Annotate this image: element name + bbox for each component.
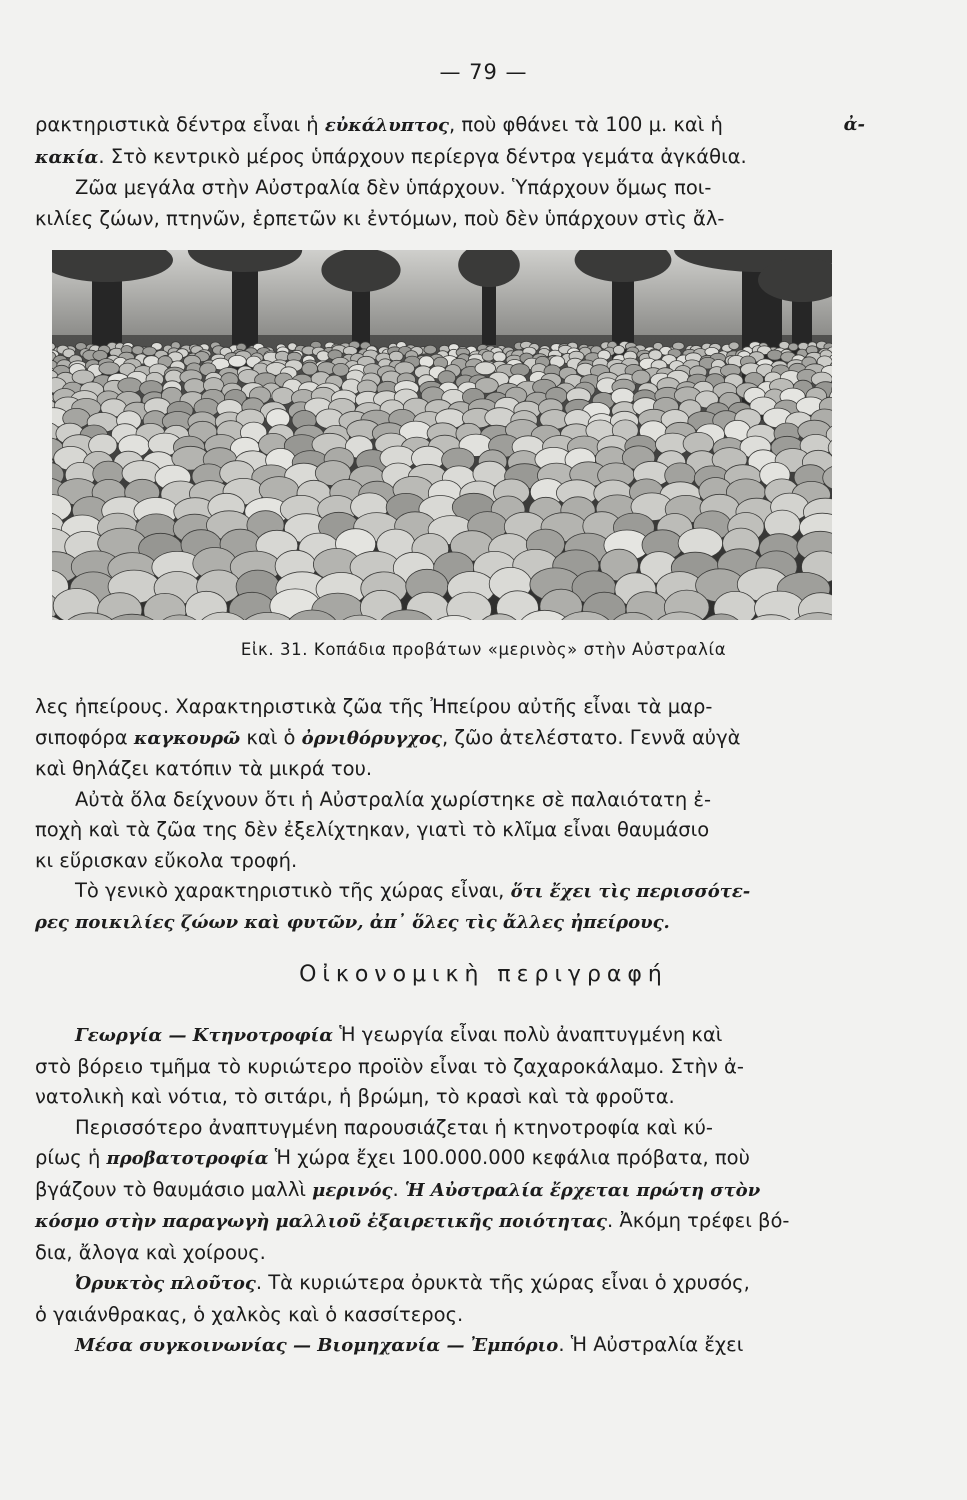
sheep [99,362,120,375]
sheep-flock-photo [52,250,832,620]
body-paragraphs [35,692,865,938]
sheep [229,355,247,367]
sheep [493,352,506,362]
text-line: νατολικὴ καὶ νότια, τὸ σιτάρι, ἡ βρώμη, τὸ κρασὶ καὶ τὰ φροῦτα. [35,1085,675,1108]
text-line: Περισσότερο ἀναπτυγμένη παρουσιάζεται ἡ κτηνοτροφία καὶ κύ- [75,1115,713,1139]
page-number: — 79 — [439,60,528,84]
text-line: Τὸ γενικὸ χαρακτηριστικὸ τῆς χώρας εἶναι, ὅτι ἔχει τὶς περισσότε- [75,879,751,902]
sheep [729,342,739,350]
text-line: λες ἠπείρους. Χαρακτηριστικὰ ζῶα τῆς Ἠπείρου αὐτῆς εἶναι τὰ μαρ- [35,695,713,718]
sheep [767,350,782,360]
section-heading: Οἰκονομικὴ περιγραφή [299,962,668,987]
sheep [132,346,144,355]
sheep [788,343,798,351]
text-line: ρίως ἡ προβατοτροφία Ἡ χώρα ἔχει 100.000.000 κεφάλια πρόβατα, ποὺ [35,1146,750,1169]
sheep [389,351,403,361]
text-line: Αὐτὰ ὅλα δείχνουν ὅτι ἡ Αὐστραλία χωρίστηκε σὲ παλαιότατη ἐ- [75,787,711,811]
text-line: στὸ βόρειο τμῆμα τὸ κυριώτερο προϊὸν εἶναι τὸ ζαχαροκάλαμο. Στὴν ἀ- [35,1054,744,1078]
text-line: Ὀρυκτὸς πλοῦτος. Τὰ κυριώτερα ὀρυκτὰ τῆς χώρας εἶναι ὁ χρυσός, [75,1271,750,1294]
sheep [118,378,142,394]
sheep [613,346,624,355]
economy-paragraphs [35,1020,865,1362]
text-line: ρακτηριστικὰ δέντρα εἶναι ἡ εὐκάλυπτος, ποὺ φθάνει τὰ 100 μ. καὶ ἡ ἀ- [35,113,865,136]
text-line: βγάζουν τὸ θαυμάσιο μαλλὶ μερινός. Ἡ Αὐστραλία ἔρχεται πρώτη στὸν [35,1177,761,1201]
text-line: Ζῶα μεγάλα στὴν Αὐστραλία δὲν ὑπάρχουν. Ὑπάρχουν ὅμως ποι- [75,176,712,199]
text-line: ρες ποικιλίες ζώων καὶ φυτῶν, ἀπ᾿ ὅλες τὶς ἄλλες ἠπείρους. [35,911,670,933]
text-line: κιλίες ζώων, πτηνῶν, ἑρπετῶν κι ἐντόμων, ποὺ δὲν ὑπάρχουν στὶς ἄλ- [35,206,725,230]
text-line: δια, ἄλογα καὶ χοίρους. [35,1240,266,1264]
text-line: ποχὴ καὶ τὰ ζῶα της δὲν ἐξελίχτηκαν, γιατὶ τὸ κλῖμα εἶναι θαυμάσιο [35,818,710,841]
text-line: κι εὕρισκαν εὔκολα τροφή. [35,848,298,872]
text-line: Μέσα συγκοινωνίας — Βιομηχανία — Ἐμπόριο. Ἡ Αὐστραλία ἔχει [75,1333,744,1356]
sheep [333,363,349,376]
text-line: σιποφόρα καγκουρῶ καὶ ὁ ὀρνιθόρυγχος, ζῶο ἀτελέστατο. Γεννᾶ αὐγὰ [35,725,741,749]
figure-caption: Εἰκ. 31. Κοπάδια προβάτων «μερινὸς» στὴν Αὐστραλία [240,640,727,659]
sheep [424,345,437,354]
sheep [475,362,496,375]
photo-illustration [52,250,832,620]
sheep [632,370,650,384]
top-paragraph [35,110,865,234]
text-line: κόσμο στὴν παραγωγὴ μαλλιοῦ ἐξαιρετικῆς ποιότητας. Ἀκόμη τρέφει βό- [35,1209,790,1232]
tree-crown [321,250,400,292]
text-line: ὁ γαιάνθρακας, ὁ χαλκὸς καὶ ὁ κασσίτερος. [35,1302,464,1326]
text-line: Γεωργία — Κτηνοτροφία Ἡ γεωργία εἶναι πολὺ ἀναπτυγμένη καὶ [75,1023,723,1046]
text-line: κακία. Στὸ κεντρικὸ μέρος ὑπάρχουν περίεργα δέντρα γεμάτα ἀγκάθια. [35,144,747,168]
text-line: καὶ θηλάζει κατόπιν τὰ μικρά του. [35,757,373,780]
